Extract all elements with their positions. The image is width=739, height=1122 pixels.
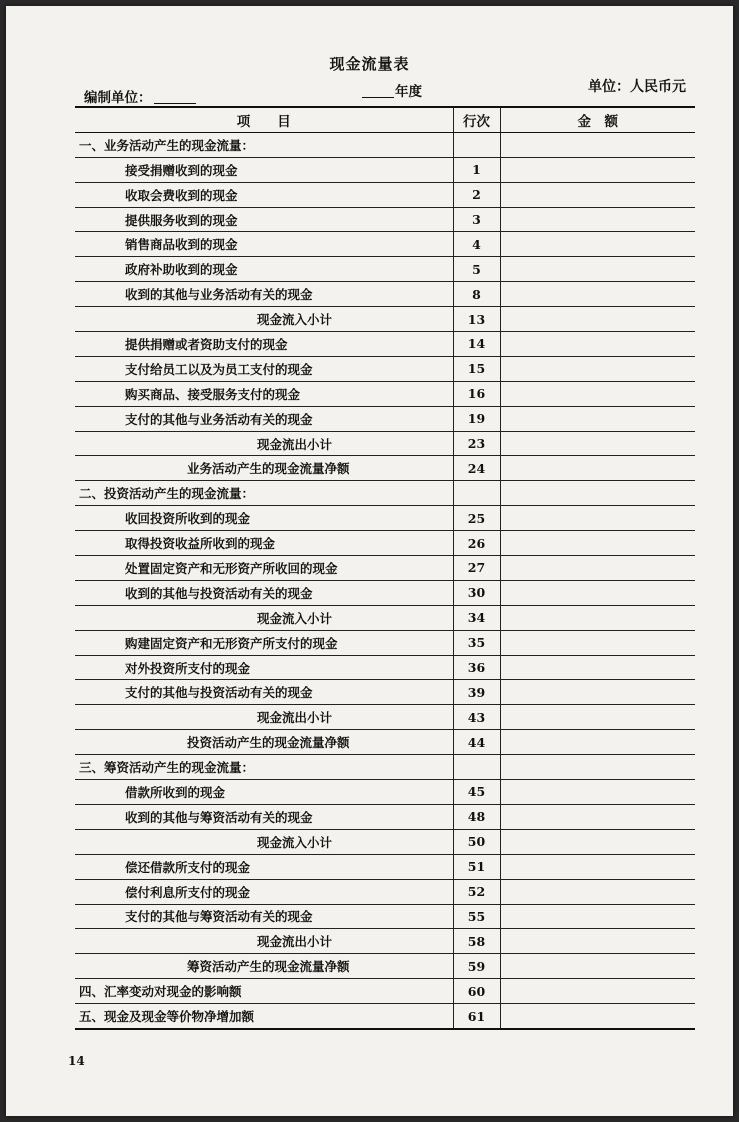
fiscal-year-label: 年度	[395, 84, 422, 100]
row-amount-cell[interactable]	[500, 456, 695, 481]
row-item-label: 五、现金及现金等价物净增加额	[75, 1004, 453, 1029]
page-title: 现金流量表	[329, 55, 410, 73]
row-line-number: 44	[453, 730, 500, 755]
table-row	[75, 282, 695, 307]
row-line-number: 61	[453, 1004, 500, 1029]
fiscal-year-blank	[362, 84, 394, 98]
row-line-number: 39	[453, 680, 500, 705]
row-amount-cell[interactable]	[500, 157, 695, 182]
row-item-label: 现金流出小计	[75, 929, 453, 954]
row-amount-cell[interactable]	[500, 829, 695, 854]
row-line-number	[453, 755, 500, 780]
table-row	[75, 332, 695, 357]
row-line-number	[453, 481, 500, 506]
row-item-label: 现金流入小计	[75, 605, 453, 630]
row-line-number: 26	[453, 531, 500, 556]
row-amount-cell[interactable]	[500, 804, 695, 829]
row-item-label: 取得投资收益所收到的现金	[75, 531, 453, 556]
row-line-number: 15	[453, 356, 500, 381]
row-amount-cell[interactable]	[500, 929, 695, 954]
table-row	[75, 157, 695, 182]
row-amount-cell[interactable]	[500, 904, 695, 929]
table-row	[75, 954, 695, 979]
row-amount-cell[interactable]	[500, 1004, 695, 1029]
row-item-label: 收到的其他与业务活动有关的现金	[75, 282, 453, 307]
table-row	[75, 829, 695, 854]
table-row	[75, 356, 695, 381]
row-line-number: 14	[453, 332, 500, 357]
row-item-label: 收到的其他与筹资活动有关的现金	[75, 804, 453, 829]
row-item-label: 现金流入小计	[75, 829, 453, 854]
row-amount-cell[interactable]	[500, 232, 695, 257]
row-line-number: 43	[453, 705, 500, 730]
row-line-number: 55	[453, 904, 500, 929]
table-row	[75, 307, 695, 332]
fiscal-year	[362, 80, 422, 100]
table-row	[75, 929, 695, 954]
reporting-unit-blank	[154, 90, 196, 104]
row-line-number: 19	[453, 406, 500, 431]
row-item-label: 购买商品、接受服务支付的现金	[75, 381, 453, 406]
row-item-label: 支付的其他与投资活动有关的现金	[75, 680, 453, 705]
currency-unit: 单位：人民币元	[588, 79, 686, 95]
table-row	[75, 879, 695, 904]
row-item-label: 支付的其他与筹资活动有关的现金	[75, 904, 453, 929]
row-line-number: 27	[453, 556, 500, 581]
row-item-label: 收取会费收到的现金	[75, 182, 453, 207]
row-line-number: 23	[453, 431, 500, 456]
row-amount-cell[interactable]	[500, 556, 695, 581]
row-item-label: 提供捐赠或者资助支付的现金	[75, 332, 453, 357]
row-line-number: 25	[453, 506, 500, 531]
row-item-label: 接受捐赠收到的现金	[75, 157, 453, 182]
row-line-number: 48	[453, 804, 500, 829]
reporting-unit	[84, 86, 196, 106]
row-amount-cell[interactable]	[500, 580, 695, 605]
row-item-label: 购建固定资产和无形资产所支付的现金	[75, 630, 453, 655]
table-row	[75, 655, 695, 680]
table-row	[75, 207, 695, 232]
row-amount-cell[interactable]	[500, 207, 695, 232]
row-amount-cell[interactable]	[500, 431, 695, 456]
table-row	[75, 506, 695, 531]
row-amount-cell[interactable]	[500, 307, 695, 332]
row-amount-cell[interactable]	[500, 854, 695, 879]
row-item-label: 支付给员工以及为员工支付的现金	[75, 356, 453, 381]
row-line-number: 30	[453, 580, 500, 605]
row-line-number: 16	[453, 381, 500, 406]
row-item-label: 偿付利息所支付的现金	[75, 879, 453, 904]
row-item-label: 收回投资所收到的现金	[75, 506, 453, 531]
row-line-number: 4	[453, 232, 500, 257]
row-amount-cell[interactable]	[500, 182, 695, 207]
table-row	[75, 182, 695, 207]
header-line: 行次	[453, 107, 500, 132]
row-line-number: 59	[453, 954, 500, 979]
row-amount-cell[interactable]	[500, 879, 695, 904]
row-line-number: 5	[453, 257, 500, 282]
table-row	[75, 680, 695, 705]
row-item-label: 三、筹资活动产生的现金流量：	[75, 755, 453, 780]
table-row	[75, 257, 695, 282]
row-amount-cell[interactable]	[500, 356, 695, 381]
row-amount-cell[interactable]	[500, 954, 695, 979]
table-body	[75, 132, 695, 1029]
row-item-label: 一、业务活动产生的现金流量：	[75, 132, 453, 157]
table-row	[75, 979, 695, 1004]
row-item-label: 处置固定资产和无形资产所收回的现金	[75, 556, 453, 581]
row-line-number: 35	[453, 630, 500, 655]
row-amount-cell[interactable]	[500, 755, 695, 780]
table-row	[75, 456, 695, 481]
table-row	[75, 854, 695, 879]
table-row	[75, 705, 695, 730]
table-row	[75, 531, 695, 556]
table-row	[75, 481, 695, 506]
table-row	[75, 780, 695, 805]
row-item-label: 借款所收到的现金	[75, 780, 453, 805]
table-row	[75, 904, 695, 929]
row-item-label: 投资活动产生的现金流量净额	[75, 730, 453, 755]
row-amount-cell[interactable]	[500, 506, 695, 531]
row-amount-cell[interactable]	[500, 406, 695, 431]
table-row	[75, 804, 695, 829]
row-item-label: 现金流入小计	[75, 307, 453, 332]
row-line-number: 2	[453, 182, 500, 207]
row-line-number: 60	[453, 979, 500, 1004]
row-item-label: 政府补助收到的现金	[75, 257, 453, 282]
row-item-label: 四、汇率变动对现金的影响额	[75, 979, 453, 1004]
header-amount: 金 额	[500, 107, 695, 132]
table-row	[75, 381, 695, 406]
row-amount-cell[interactable]	[500, 730, 695, 755]
table-row	[75, 132, 695, 157]
row-item-label: 收到的其他与投资活动有关的现金	[75, 580, 453, 605]
row-amount-cell[interactable]	[500, 705, 695, 730]
row-line-number: 24	[453, 456, 500, 481]
cash-flow-table	[75, 106, 695, 1030]
row-amount-cell[interactable]	[500, 655, 695, 680]
row-item-label: 对外投资所支付的现金	[75, 655, 453, 680]
row-line-number: 58	[453, 929, 500, 954]
row-item-label: 销售商品收到的现金	[75, 232, 453, 257]
row-line-number: 3	[453, 207, 500, 232]
row-line-number	[453, 132, 500, 157]
row-item-label: 现金流出小计	[75, 431, 453, 456]
page-number: 14	[68, 1054, 85, 1068]
row-line-number: 34	[453, 605, 500, 630]
row-line-number: 13	[453, 307, 500, 332]
row-item-label: 现金流出小计	[75, 705, 453, 730]
row-item-label: 二、投资活动产生的现金流量：	[75, 481, 453, 506]
row-line-number: 45	[453, 780, 500, 805]
row-item-label: 提供服务收到的现金	[75, 207, 453, 232]
row-amount-cell[interactable]	[500, 481, 695, 506]
table-row	[75, 406, 695, 431]
table-row	[75, 556, 695, 581]
row-item-label: 筹资活动产生的现金流量净额	[75, 954, 453, 979]
row-amount-cell[interactable]	[500, 381, 695, 406]
table-row	[75, 580, 695, 605]
table-row	[75, 232, 695, 257]
table-row	[75, 605, 695, 630]
row-line-number: 50	[453, 829, 500, 854]
row-line-number: 1	[453, 157, 500, 182]
reporting-unit-label: 编制单位：	[84, 90, 152, 106]
row-amount-cell[interactable]	[500, 531, 695, 556]
row-amount-cell[interactable]	[500, 282, 695, 307]
table-header-row	[75, 107, 695, 132]
row-item-label: 业务活动产生的现金流量净额	[75, 456, 453, 481]
row-amount-cell[interactable]	[500, 257, 695, 282]
document-page	[6, 6, 733, 1116]
row-amount-cell[interactable]	[500, 680, 695, 705]
row-amount-cell[interactable]	[500, 332, 695, 357]
table-row	[75, 431, 695, 456]
row-line-number: 36	[453, 655, 500, 680]
header-item: 项 目	[75, 107, 453, 132]
row-amount-cell[interactable]	[500, 780, 695, 805]
table-row	[75, 755, 695, 780]
row-amount-cell[interactable]	[500, 630, 695, 655]
row-item-label: 偿还借款所支付的现金	[75, 854, 453, 879]
table-row	[75, 1004, 695, 1029]
row-line-number: 51	[453, 854, 500, 879]
row-line-number: 8	[453, 282, 500, 307]
row-amount-cell[interactable]	[500, 605, 695, 630]
row-amount-cell[interactable]	[500, 132, 695, 157]
table-row	[75, 630, 695, 655]
row-item-label: 支付的其他与业务活动有关的现金	[75, 406, 453, 431]
table-row	[75, 730, 695, 755]
row-amount-cell[interactable]	[500, 979, 695, 1004]
row-line-number: 52	[453, 879, 500, 904]
